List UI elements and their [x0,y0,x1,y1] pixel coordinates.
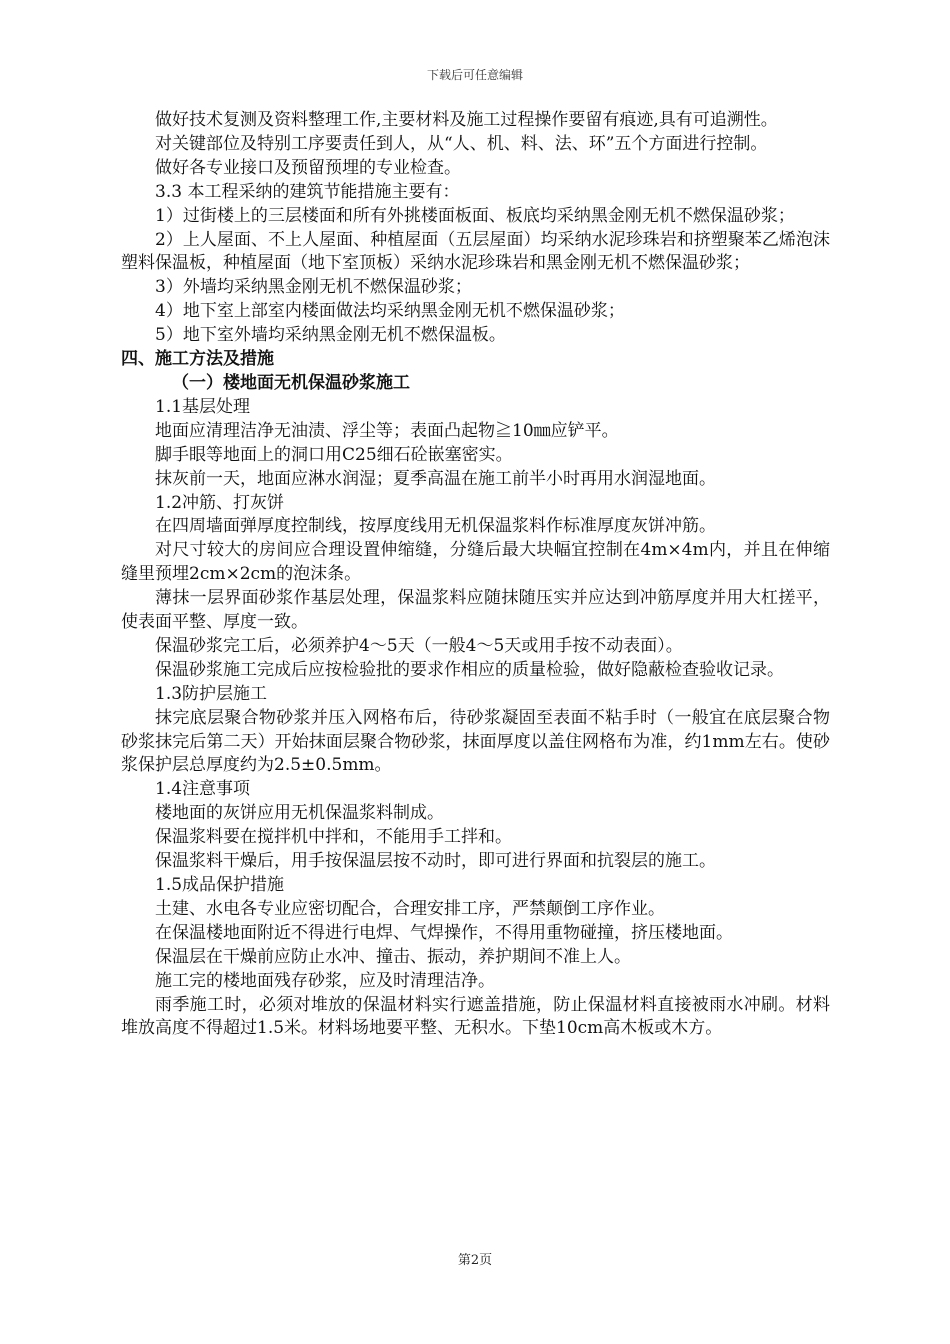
paragraph: 地面应清理洁净无油渍、浮尘等；表面凸起物≧10㎜应铲平。 [155,420,619,441]
paragraph: 对关键部位及特别工序要责任到人，从“人、机、料、法、环”五个方面进行控制。 [155,133,768,154]
paragraph: 4）地下室上部室内楼面做法均采纳黑金刚无机不燃保温砂浆； [155,301,625,322]
paragraph: 2）上人屋面、不上人屋面、种植屋面（五层屋面）均采纳水泥珍珠岩和挤塑聚苯乙烯泡沫塑料保温板，种植屋面（地下室顶板）采纳水泥珍珠岩和黑金刚无机不燃保温砂浆； [121,229,830,274]
paragraph: 做好技术复测及资料整理工作,主要材料及施工过程操作要留有痕迹,具有可追溯性。 [155,110,778,130]
paragraph: 土建、水电各专业应密切配合，合理安排工序，严禁颠倒工序作业。 [155,898,665,919]
paragraph: 在保温楼地面附近不得进行电焊、气焊操作，不得用重物碰撞，挤压楼地面。 [155,922,733,943]
paragraph: 雨季施工时，必须对堆放的保温材料实行遮盖措施，防止保温材料直接被雨水冲刷。材料堆放高度不得超过1.5米。材料场地要平整、无积水。下垫10cm高木板或木方。 [121,994,830,1039]
paragraph: 脚手眼等地面上的洞口用C25细石砼嵌塞密实。 [155,444,513,465]
paragraph: 保温浆料要在搅拌机中拌和，不能用手工拌和。 [155,827,512,848]
paragraph: 对尺寸较大的房间应合理设置伸缩缝，分缝后最大块幅宜控制在4m×4m内，并且在伸缩缝里预埋2cm×2cm的泡沫条。 [121,540,830,585]
paragraph: 3）外墙均采纳黑金刚无机不燃保温砂浆； [155,277,472,298]
paragraph: 保温砂浆施工完成后应按检验批的要求作相应的质量检验，做好隐蔽检查验收记录。 [155,659,784,680]
paragraph: 薄抹一层界面砂浆作基层处理，保温浆料应随抹随压实并应达到冲筋厚度并用大杠搓平，使表面平整、厚度一致。 [121,588,830,633]
paragraph: 做好各专业接口及预留预埋的专业检查。 [155,157,461,178]
paragraph: 5）地下室外墙均采纳黑金刚无机不燃保温板。 [155,325,506,346]
section-heading: 四、施工方法及措施 [121,349,274,370]
paragraph: 抹完底层聚合物砂浆并压入网格布后，待砂浆凝固至表面不粘手时（一般宜在底层聚合物砂浆抹完后第二天）开始抹面层聚合物砂浆，抹面厚度以盖住网格布为准，约1mm左右。使砂浆保护层总厚度约为2.5±0.5mm。 [121,707,830,776]
paragraph: 1.2冲筋、打灰饼 [155,492,285,513]
paragraph: 在四周墙面弹厚度控制线，按厚度线用无机保温浆料作标准厚度灰饼冲筋。 [155,516,716,537]
paragraph: 3.3 本工程采纳的建筑节能措施主要有： [155,181,460,202]
paragraph: 保温层在干燥前应防止水冲、撞击、振动，养护期间不准上人。 [155,946,631,967]
document-body [121,109,830,1041]
paragraph: 抹灰前一天，地面应淋水润湿；夏季高温在施工前半小时再用水润湿地面。 [155,468,716,489]
paragraph: 1）过街楼上的三层楼面和所有外挑楼面板面、板底均采纳黑金刚无机不燃保温砂浆； [155,205,795,226]
paragraph: 1.3防护层施工 [155,683,268,704]
page-header: 下载后可任意编辑 [426,68,523,82]
paragraph: 保温砂浆完工后，必须养护4～5天（一般4～5天或用手按不动表面）。 [155,635,683,656]
page-number: 第2页 [457,1253,493,1268]
paragraph: 1.5成品保护措施 [155,875,285,895]
paragraph: 施工完的楼地面残存砂浆，应及时清理洁净。 [155,970,495,991]
paragraph: 楼地面的灰饼应用无机保温浆料制成。 [155,803,444,824]
paragraph: 保温浆料干燥后，用手按保温层按不动时，即可进行界面和抗裂层的施工。 [155,851,716,872]
paragraph: 1.1基层处理 [155,396,251,417]
subsection-heading: （一）楼地面无机保温砂浆施工 [172,372,410,393]
paragraph: 1.4注意事项 [155,779,251,800]
